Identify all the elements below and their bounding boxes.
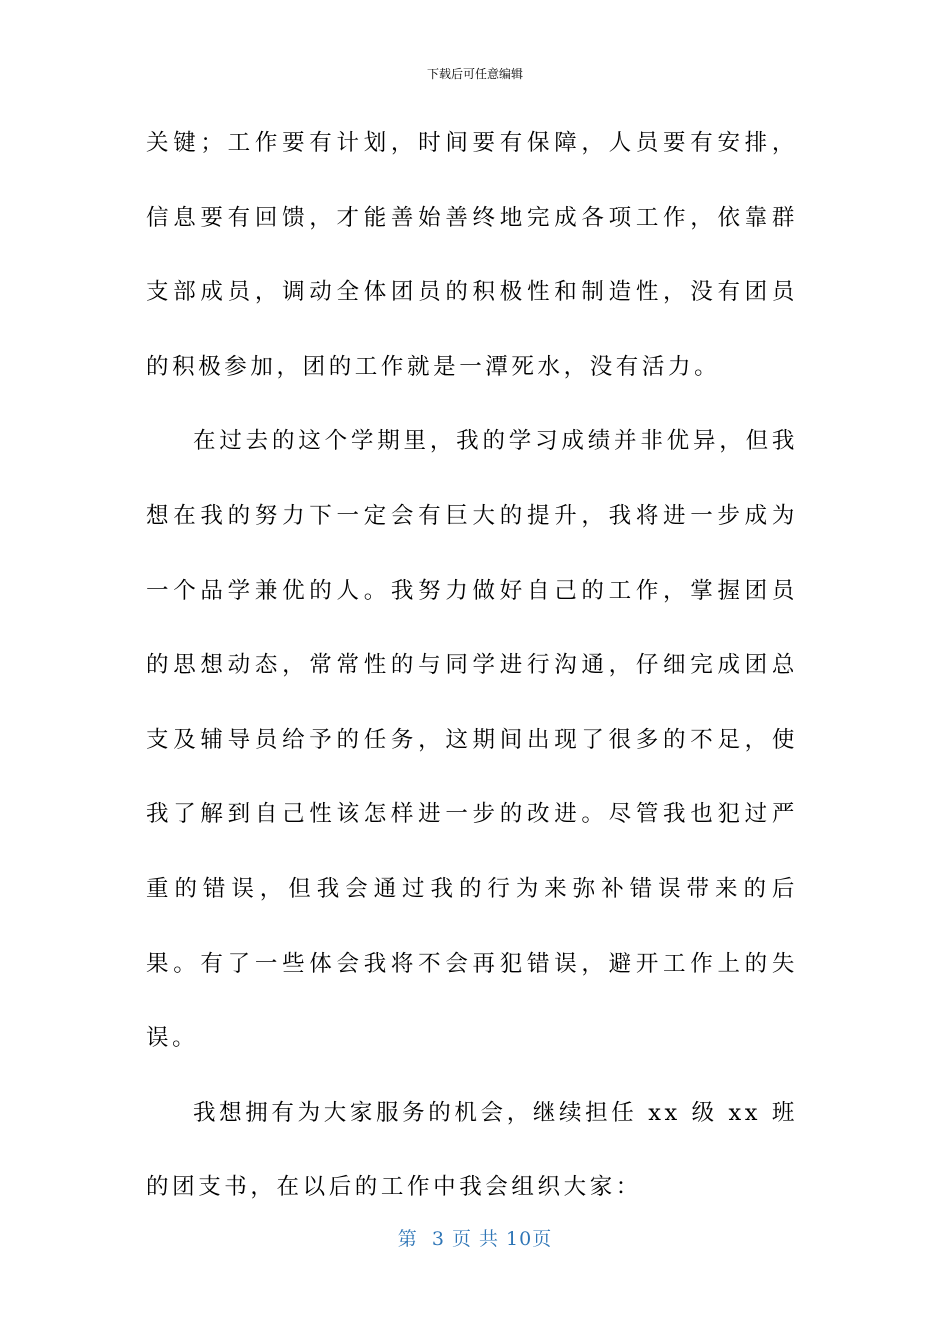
paragraph-1: 关键；工作要有计划，时间要有保障，人员要有安排，信息要有回馈，才能善始善终地完成各项工作，依靠群支部成员，调动全体团员的积极性和制造性，没有团员的积极参加，团的工作就是一潭死水，没有活力。 (146, 130, 798, 380)
page-number-footer: 第 3 页 共 10页 (397, 1228, 553, 1250)
page-header: 下载后可任意编辑 (426, 67, 523, 81)
document-body (146, 106, 798, 1225)
paragraph-2: 在过去的这个学期里，我的学习成绩并非优异，但我想在我的努力下一定会有巨大的提升，我将进一步成为一个品学兼优的人。我努力做好自己的工作，掌握团员的思想动态，常常性的与同学进行沟通，仔细完成团总支及辅导员给予的任务，这期间出现了很多的不足，使我了解到自己性该怎样进一步的改进。尽管我也犯过严重的错误，但我会通过我的行为来弥补错误带来的后果。有了一些体会我将不会再犯错误，避开工作上的失误。 (146, 428, 798, 1052)
paragraph-3: 我想拥有为大家服务的机会，继续担任 xx 级 xx 班的团支书，在以后的工作中我会组织大家： (146, 1099, 798, 1201)
